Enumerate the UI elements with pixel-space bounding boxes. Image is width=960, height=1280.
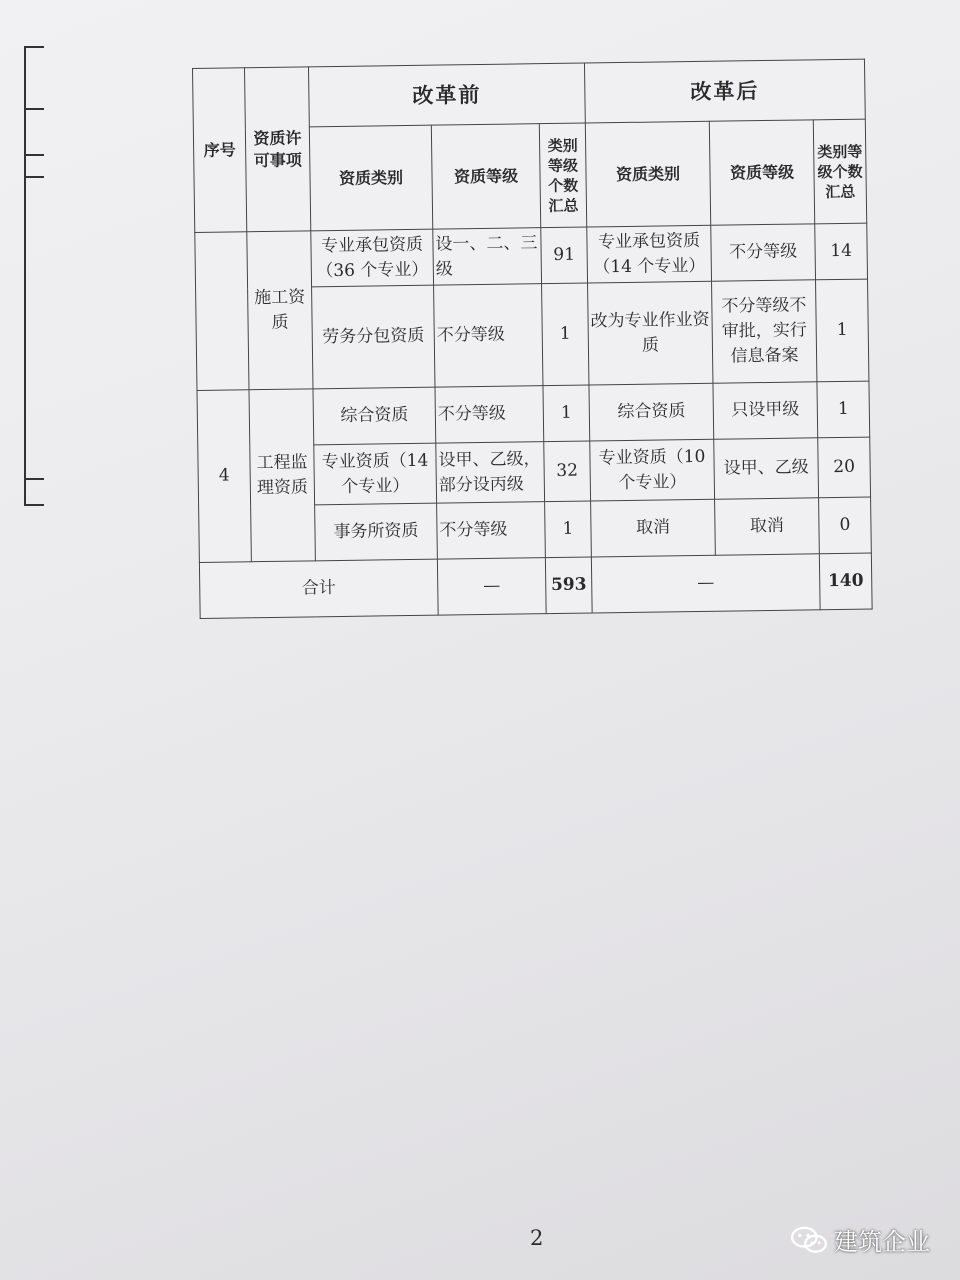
row-index [195, 232, 249, 391]
header-before: 改革前 [308, 63, 585, 127]
after-grade: 不分等级不审批，实行信息备案 [712, 280, 817, 383]
before-category: 专业资质（14 个专业） [314, 443, 437, 505]
before-count: 1 [543, 385, 590, 442]
qualification-reform-table [192, 59, 872, 619]
after-category: 专业承包资质（14 个专业） [587, 225, 712, 283]
page-number: 2 [530, 1226, 544, 1250]
total-before-count: 593 [545, 557, 592, 614]
after-category: 取消 [591, 499, 716, 557]
before-grade: 设一、二、三级 [433, 228, 542, 286]
before-category: 综合资质 [313, 387, 436, 445]
table-row [197, 381, 870, 446]
before-count: 91 [541, 227, 588, 284]
total-row [199, 553, 872, 618]
after-grade: 不分等级 [711, 224, 816, 281]
row-index: 4 [197, 390, 251, 563]
header-before-grade: 资质等级 [431, 124, 540, 229]
binding-mark [24, 478, 44, 480]
before-grade: 不分等级 [434, 284, 543, 387]
header-before-count: 类别等级个数汇总 [539, 123, 586, 228]
after-grade: 只设甲级 [713, 382, 818, 439]
row-group: 工程监理资质 [249, 389, 315, 562]
total-after-count: 140 [819, 553, 872, 610]
header-after-count: 类别等级个数汇总 [813, 119, 866, 224]
total-after-grade: — [591, 554, 820, 613]
header-index: 序号 [193, 68, 247, 233]
header-after: 改革后 [584, 59, 865, 123]
binding-mark [24, 504, 44, 506]
before-grade: 不分等级 [435, 386, 544, 444]
before-grade: 不分等级 [437, 502, 546, 560]
before-count: 1 [542, 283, 589, 386]
header-before-category: 资质类别 [309, 125, 432, 231]
after-count: 0 [819, 497, 872, 554]
before-grade: 设甲、乙级，部分设丙级 [436, 442, 545, 504]
before-category: 事务所资质 [315, 503, 438, 561]
row-group: 施工资质 [247, 231, 313, 390]
total-before-grade: — [437, 558, 546, 616]
watermark-text: 建筑企业 [834, 1228, 930, 1256]
binding-mark [24, 176, 44, 178]
after-count: 20 [818, 437, 871, 498]
before-category: 劳务分包资质 [312, 285, 435, 389]
before-count: 1 [545, 501, 592, 558]
after-category: 专业资质（10 个专业） [590, 439, 715, 501]
header-after-category: 资质类别 [585, 121, 710, 227]
after-category: 改为专业作业资质 [588, 281, 713, 385]
binding-mark [24, 108, 44, 110]
total-label: 合计 [199, 559, 438, 618]
header-after-grade: 资质等级 [709, 120, 814, 225]
header-item: 资质许可事项 [245, 67, 311, 232]
watermark [790, 1222, 930, 1257]
wechat-icon [790, 1225, 828, 1255]
table-row [195, 223, 868, 288]
before-category: 专业承包资质（36 个专业） [311, 229, 434, 287]
binding-mark [24, 154, 44, 156]
after-grade: 取消 [715, 498, 820, 555]
after-count: 1 [817, 381, 870, 438]
after-count: 1 [816, 279, 869, 382]
after-count: 14 [815, 223, 868, 280]
binding-mark [24, 46, 44, 48]
after-category: 综合资质 [589, 383, 714, 441]
before-count: 32 [544, 441, 591, 502]
after-grade: 设甲、乙级 [714, 438, 819, 499]
binding-line [24, 46, 26, 506]
